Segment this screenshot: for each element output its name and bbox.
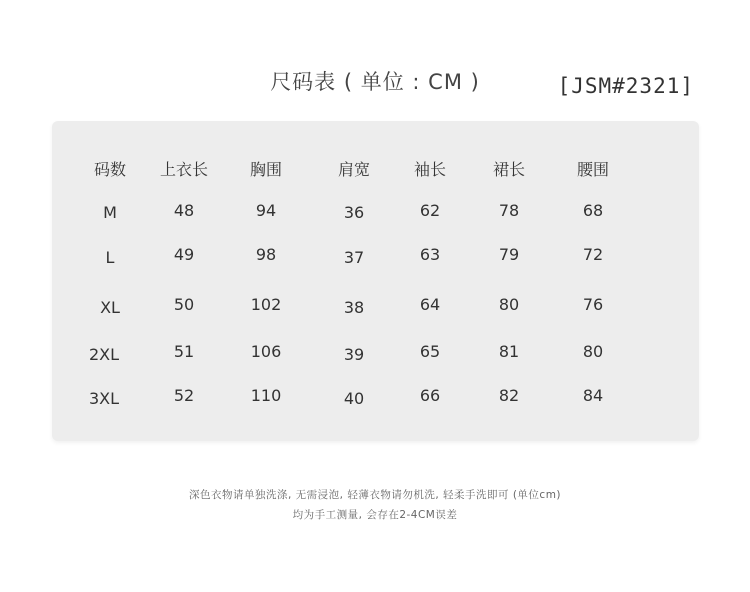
table-cell: 110 <box>250 386 282 405</box>
table-cell: XL <box>100 298 120 317</box>
table-cell: 63 <box>419 245 441 264</box>
table-cell: 37 <box>343 248 365 267</box>
header-skirt-length: 裙长 <box>492 160 526 179</box>
table-cell: 82 <box>498 386 520 405</box>
table-cell: 68 <box>582 201 604 220</box>
table-cell: 48 <box>173 201 195 220</box>
table-cell: 2XL <box>88 345 120 364</box>
table-cell: 72 <box>582 245 604 264</box>
table-cell: 78 <box>498 201 520 220</box>
table-cell: 50 <box>173 295 195 314</box>
measurement-note: 均为手工测量, 会存在2-4CM误差 <box>292 509 458 521</box>
header-waist: 腰围 <box>576 160 610 179</box>
table-cell: 79 <box>498 245 520 264</box>
product-code: [JSM#2321] <box>557 74 694 98</box>
table-cell: 36 <box>343 203 365 222</box>
header-size: 码数 <box>93 160 127 179</box>
care-note: 深色衣物请单独洗涤, 无需浸泡, 轻薄衣物请勿机洗, 轻柔手洗即可 (单位cm) <box>188 489 562 501</box>
table-cell: 62 <box>419 201 441 220</box>
table-cell: 51 <box>173 342 195 361</box>
table-cell: 81 <box>498 342 520 361</box>
table-cell: 39 <box>343 345 365 364</box>
table-cell: 40 <box>343 389 365 408</box>
size-table-panel <box>52 121 699 441</box>
table-cell: L <box>105 248 115 267</box>
table-cell: 84 <box>582 386 604 405</box>
header-sleeve: 袖长 <box>413 160 447 179</box>
table-cell: 66 <box>419 386 441 405</box>
table-cell: 65 <box>419 342 441 361</box>
table-cell: 106 <box>250 342 282 361</box>
table-cell: M <box>103 203 117 222</box>
table-cell: 94 <box>255 201 277 220</box>
header-shoulder: 肩宽 <box>337 160 371 179</box>
header-top-length: 上衣长 <box>159 160 209 179</box>
table-cell: 52 <box>173 386 195 405</box>
table-cell: 76 <box>582 295 604 314</box>
table-cell: 49 <box>173 245 195 264</box>
table-cell: 64 <box>419 295 441 314</box>
table-cell: 38 <box>343 298 365 317</box>
table-cell: 102 <box>250 295 282 314</box>
table-cell: 80 <box>582 342 604 361</box>
table-cell: 98 <box>255 245 277 264</box>
header-chest: 胸围 <box>249 160 283 179</box>
table-cell: 80 <box>498 295 520 314</box>
table-cell: 3XL <box>88 389 120 408</box>
page-title: 尺码表 ( 单位 : CM ) <box>270 70 480 94</box>
